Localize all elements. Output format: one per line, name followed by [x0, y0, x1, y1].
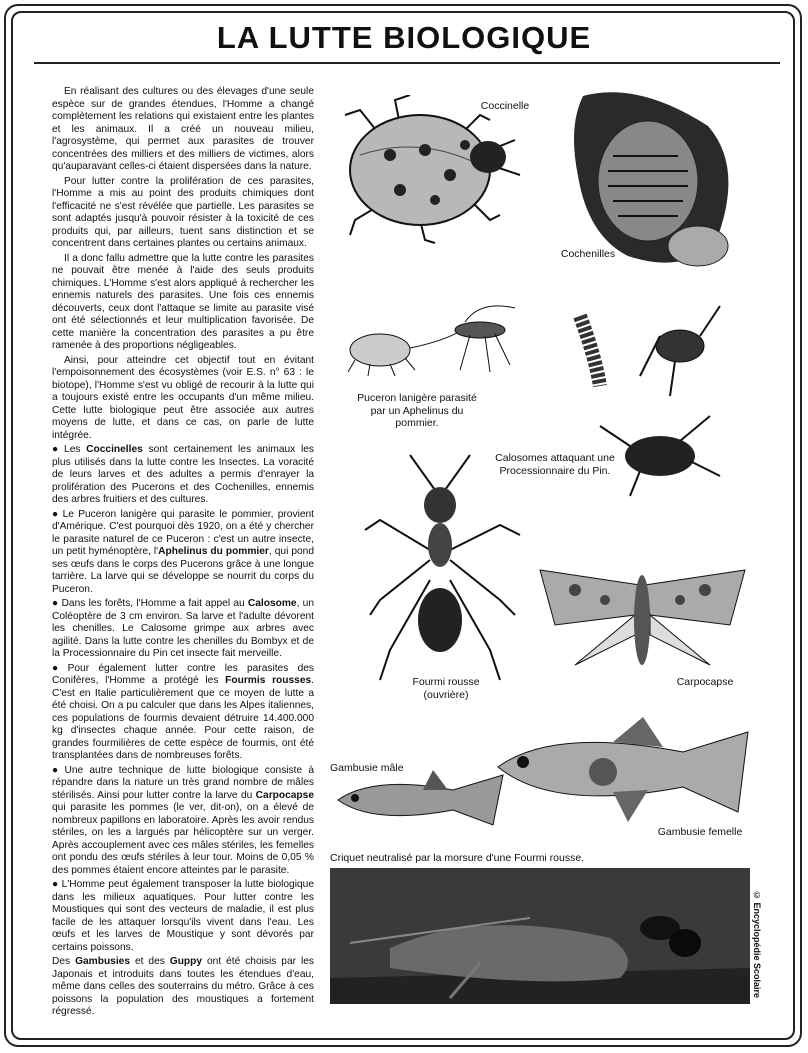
- body-text: Une autre technique de lutte biologique consiste à répandre dans la nature un très grand nombre de mâles stérilisés. Ainsi pour lutter contre la larve du: [52, 764, 314, 801]
- emphasis-term: Coccinelles: [86, 444, 143, 455]
- copyright-notice: © Encyclopédie Scolaire: [752, 890, 762, 999]
- female-gambusia-illustration: [493, 712, 753, 832]
- article-body: [52, 86, 314, 1021]
- body-text: Pour également lutter contre les parasites des Conifères, l'Homme a protégé les: [52, 662, 315, 686]
- emphasis-term: Gambusies: [75, 956, 131, 967]
- body-paragraph: Pour lutter contre la prolifération de ces parasites, l'Homme a mis au point des produits chimiques dont l'efficacité ne s'est révélée que partielle. Les parasites se sont adaptés jusqu'à pouvoir résister à la toxicité de ces produits qui, par ailleurs, tuent sans distinction et se concentrent dans certaines plantes ou certains animaux.: [52, 175, 314, 249]
- bullet-icon: ●: [52, 879, 59, 890]
- bullet-icon: ●: [52, 508, 60, 520]
- body-text: , qui pond ses œufs dans le corps des Pucerons grâce à une longue tarrière. La larve qui se développe se nourrit du corps du Puceron.: [52, 546, 315, 595]
- body-paragraph: En réalisant des cultures ou des élevages d'une seule espèce sur de grandes étendues, l'Homme a changé complètement les relations qui existaient entre les plantes et les animaux. Il a créé un nouveau milieu, l'agrosystème, qui permet aux parasites de trouver concentrées des milliers et des milliers de victimes, alors qu'auparavant celles-ci étaient dispersées dans la nature.: [52, 86, 314, 172]
- codling-moth-illustration: [535, 565, 750, 680]
- ant-illustration: [360, 450, 530, 690]
- body-paragraph: [52, 956, 314, 1019]
- body-paragraph: [52, 444, 314, 507]
- body-paragraph: [52, 598, 314, 661]
- emphasis-term: Calosome: [247, 598, 297, 609]
- bullet-icon: ●: [52, 764, 62, 776]
- title-divider: [34, 62, 780, 64]
- body-text: sont certainement les animaux les plus utilisés dans la lutte contre les Insectes. La voracité de leurs larves et des adultes a permis d'enrayer la prolifération des Pucerons et des Cochenilles, ennemis des arbres fruitiers et des cultures.: [52, 444, 315, 505]
- body-paragraph: [52, 765, 314, 878]
- body-text: Le Puceron lanigère qui parasite le pommier, provient d'Amérique. C'est pourquoi dès 1920, on a été y chercher le parasite naturel de ce Puceron : c'est un autre insecte, un petit hyménoptère, l': [52, 508, 314, 557]
- caption-puceron: Puceron lanigère parasité par un Aphelinus du pommier.: [357, 392, 477, 429]
- caption-cochenilles: Cochenilles: [560, 248, 616, 260]
- page-title: LA LUTTE BIOLOGIQUE: [216, 20, 592, 55]
- body-paragraph: [52, 509, 314, 597]
- body-paragraph: Il a donc fallu admettre que la lutte contre les parasites ne pouvait être menée à l'aide des seuls produits chimiques. L'Homme s'est alors appliqué à rechercher les ennemis naturels des parasites. Une fois ces ennemis découverts, ceux dont l'attaque se limite au parasite visé ont été sélectionnés et leur multiplication favorisée. De cette manière la concentration des parasites a pu être ramenée à des proportions négligeables.: [52, 252, 314, 351]
- bullet-icon: ●: [52, 444, 62, 455]
- caption-coccinelle: Coccinelle: [480, 100, 530, 112]
- body-text: Des: [52, 956, 76, 967]
- caption-calosomes: Calosomes attaquant une Processionnaire du Pin.: [495, 452, 615, 477]
- emphasis-term: Fourmis rousses: [225, 675, 312, 686]
- body-text: et des: [130, 956, 170, 967]
- body-paragraph: Ainsi, pour atteindre cet objectif tout en évitant l'empoisonnement des écosystèmes (voir E.S. n° 63 : le biotope), l'Homme s'est vu obligé de recourir à la lutte qui a toujours existé entre les occupants d'un même milieu. Cette lutte biologique peut être associée aux autres moyens de lutte, et dans ce cas, on parle de lutte intégrée.: [52, 354, 314, 441]
- caption-gambusie-femelle: Gambusie femelle: [657, 826, 743, 838]
- emphasis-term: Carpocapse: [255, 789, 314, 801]
- caption-gambusie-male: Gambusie mâle: [330, 762, 404, 774]
- male-gambusia-illustration: [333, 765, 513, 835]
- caption-carpocapse: Carpocapse: [676, 676, 734, 688]
- bullet-icon: ●: [52, 598, 59, 609]
- body-text: , un Coléoptère de 3 cm environ. Sa larve et l'adulte dévorent les chenilles. Le Calosome grimpe aux arbres avec agilité. Dans la lutte contre les chenilles du Bombyx et de la Processionnaire du Pin cet insecte fait merveille.: [52, 598, 315, 659]
- body-text: Les: [64, 444, 87, 455]
- emphasis-term: Guppy: [169, 956, 203, 967]
- ladybug-illustration: [340, 95, 530, 245]
- emphasis-term: Aphelinus du pommier: [158, 546, 269, 557]
- caption-criquet: Criquet neutralisé par la morsure d'une Fourmi rousse.: [330, 852, 585, 864]
- body-paragraph: [52, 879, 314, 954]
- body-text: Dans les forêts, l'Homme a fait appel au: [61, 598, 248, 609]
- body-text: L'Homme peut également transposer la lutte biologique dans les milieux aquatiques. Pour lutter contre les Moustiques qui sont des vecteurs de maladie, il est plus facile de les attaquer lorsqu'ils vivent dans l'eau. Les œufs et les larves de Moustique y sont dévorés par certains poissons.: [52, 879, 314, 953]
- body-text: . C'est en Italie particulièrement que ce moyen de lutte a été choisi. On a pu calculer que dans les Alpes italiennes, ces populations de fourmis devaient détruire 14.400.000 kg d'insectes chaque année. Pour cette raison, de grandes fourmilières de cette espèce de fourmis, ont été transplantées dans de nombreuses forêts.: [52, 675, 315, 761]
- body-text: ont été choisis par les Japonais et introduits dans toutes les étendues d'eau, même dans celles des souterrains du métro. Grâce à ces poissons la population des moustiques a fortement régressé.: [52, 956, 314, 1017]
- aphid-wasp-illustration: [340, 300, 530, 380]
- cricket-photo: [330, 868, 750, 1004]
- caption-fourmi: Fourmi rousse (ouvrière): [412, 676, 480, 701]
- bullet-icon: ●: [52, 662, 65, 674]
- body-paragraph: [52, 663, 314, 763]
- body-text: qui parasite les pommes (le ver, dit-on), on a élevé de nombreux papillons en laboratoire. Après les avoir rendus stériles, on les a largués par hélicoptère sur un verger. Après accouplement avec ces mâles stériles, les femelles ont pondu des œufs stériles à leur tour. Moins de 0,05 % des pommes étaient encore atteintes par le parasite.: [52, 802, 314, 876]
